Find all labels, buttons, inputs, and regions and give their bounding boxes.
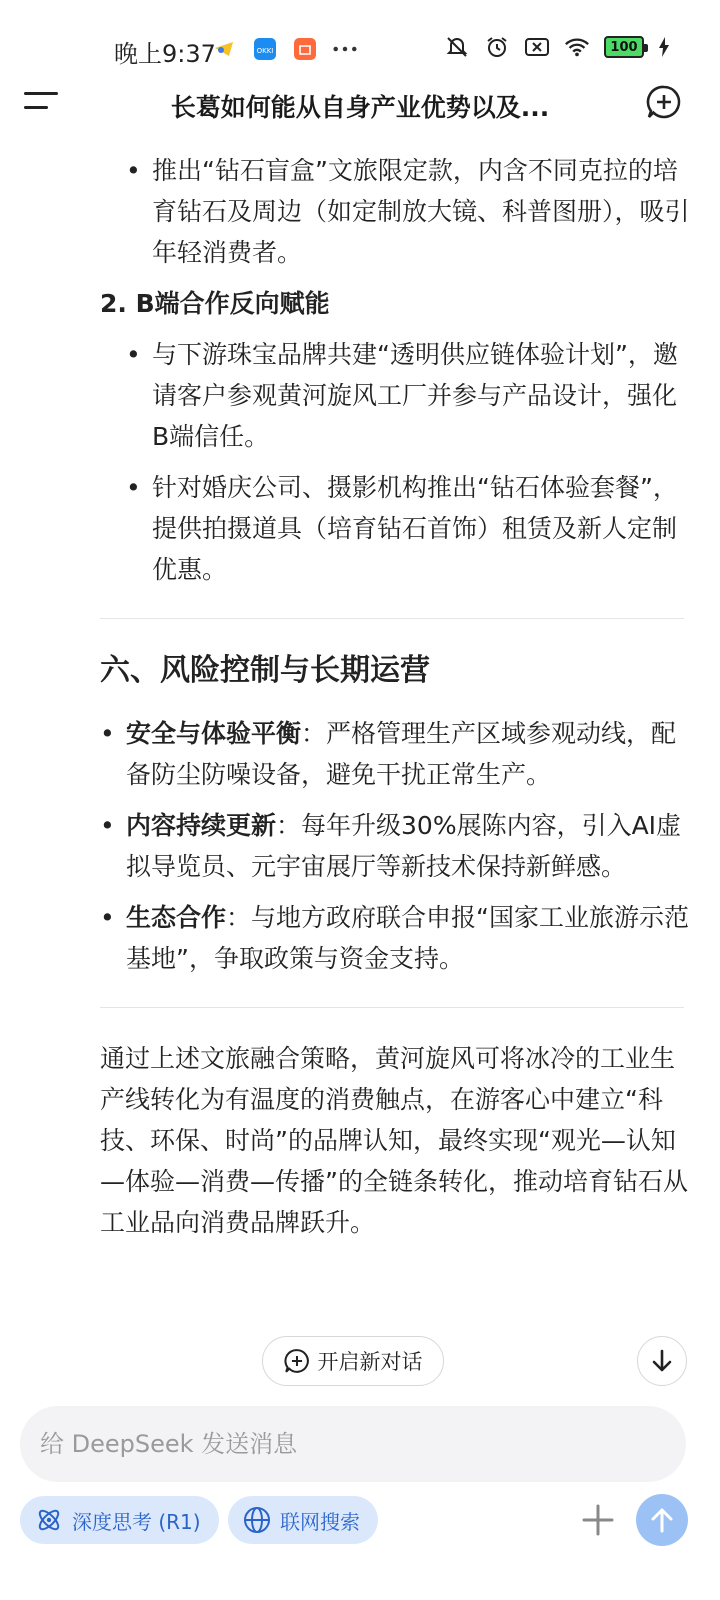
menu-line-icon bbox=[24, 92, 58, 95]
send-button[interactable] bbox=[636, 1494, 688, 1546]
numbered-heading: 2. B端合作反向赋能 bbox=[100, 289, 330, 318]
start-new-dialog-label: 开启新对话 bbox=[317, 1350, 423, 1374]
divider bbox=[100, 618, 684, 619]
globe-icon bbox=[242, 1505, 272, 1535]
more-dots-icon bbox=[332, 36, 358, 62]
message-input[interactable] bbox=[20, 1406, 686, 1482]
sim-off-icon bbox=[524, 34, 550, 60]
menu-line-icon bbox=[24, 106, 48, 109]
section-heading: 六、风险控制与长期运营 bbox=[100, 653, 430, 688]
arrow-up-icon bbox=[648, 1506, 676, 1534]
status-time: 晚上9:37 bbox=[114, 40, 216, 68]
item-text: ：严格管理生产区域参观动线，配备防尘防噪设备，避免干扰正常生产。 bbox=[126, 719, 677, 789]
item-label: 内容持续更新 bbox=[126, 811, 277, 840]
deep-think-toggle[interactable] bbox=[20, 1496, 219, 1544]
start-new-dialog-button[interactable] bbox=[262, 1336, 444, 1386]
message-content bbox=[100, 150, 690, 1243]
weather-icon bbox=[212, 36, 238, 62]
menu-button[interactable] bbox=[24, 86, 60, 116]
list-item bbox=[100, 713, 690, 795]
item-label: 生态合作 bbox=[126, 903, 227, 932]
battery-indicator: 100 bbox=[604, 36, 644, 58]
item-text: ：每年升级30%展陈内容，引入AI虚拟导览员、元宇宙展厅等新技术保持新鲜感。 bbox=[126, 811, 682, 881]
new-chat-icon bbox=[284, 1348, 310, 1374]
list-item: • 与下游珠宝品牌共建“透明供应链体验计划”，邀请客户参观黄河旋风工厂并参与产品设计，强化B端信任。 bbox=[126, 334, 690, 457]
shopping-app-icon bbox=[292, 36, 318, 62]
scroll-to-bottom-button[interactable] bbox=[637, 1336, 687, 1386]
top-bar bbox=[0, 78, 720, 128]
charging-icon bbox=[658, 34, 670, 60]
web-search-toggle[interactable] bbox=[228, 1496, 378, 1544]
new-chat-icon bbox=[646, 84, 682, 120]
deep-think-label: 深度思考 (R1) bbox=[72, 1509, 201, 1534]
mute-icon bbox=[444, 34, 470, 60]
atom-icon bbox=[34, 1505, 64, 1535]
list-item: • 针对婚庆公司、摄影机构推出“钻石体验套餐”，提供拍摄道具（培育钻石首饰）租赁及新人定制优惠。 bbox=[126, 467, 690, 590]
attach-button[interactable] bbox=[578, 1500, 618, 1540]
alarm-icon bbox=[484, 34, 510, 60]
message-input-container bbox=[20, 1406, 686, 1482]
arrow-down-icon bbox=[649, 1348, 675, 1374]
conversation-title[interactable]: 长葛如何能从自身产业优势以及... bbox=[170, 93, 550, 122]
item-text: ：与地方政府联合申报“国家工业旅游示范基地”，争取政策与资金支持。 bbox=[126, 903, 689, 973]
notification-icons bbox=[212, 36, 358, 62]
conclusion-paragraph: 通过上述文旅融合策略，黄河旋风可将冰冷的工业生产线转化为有温度的消费触点，在游客心中建立“科技、环保、时尚”的品牌认知，最终实现“观光—认知—体验—消费—传播”的全链条转化，推动培育钻石从工业品向消费品牌跃升。 bbox=[100, 1044, 688, 1237]
item-label: 安全与体验平衡 bbox=[126, 719, 302, 748]
list-item: • 推出“钻石盲盒”文旅限定款，内含不同克拉的培育钻石及周边（如定制放大镜、科普图册），吸引年轻消费者。 bbox=[126, 150, 690, 273]
new-chat-button[interactable] bbox=[646, 84, 682, 120]
list-item bbox=[100, 805, 690, 887]
okx-app-icon bbox=[252, 36, 278, 62]
svg-text:OKKI: OKKI bbox=[256, 47, 274, 55]
web-search-label: 联网搜索 bbox=[280, 1509, 360, 1534]
system-icons bbox=[444, 34, 670, 60]
divider bbox=[100, 1007, 684, 1008]
plus-icon bbox=[578, 1500, 618, 1540]
list-item bbox=[100, 897, 690, 979]
wifi-icon bbox=[564, 34, 590, 60]
